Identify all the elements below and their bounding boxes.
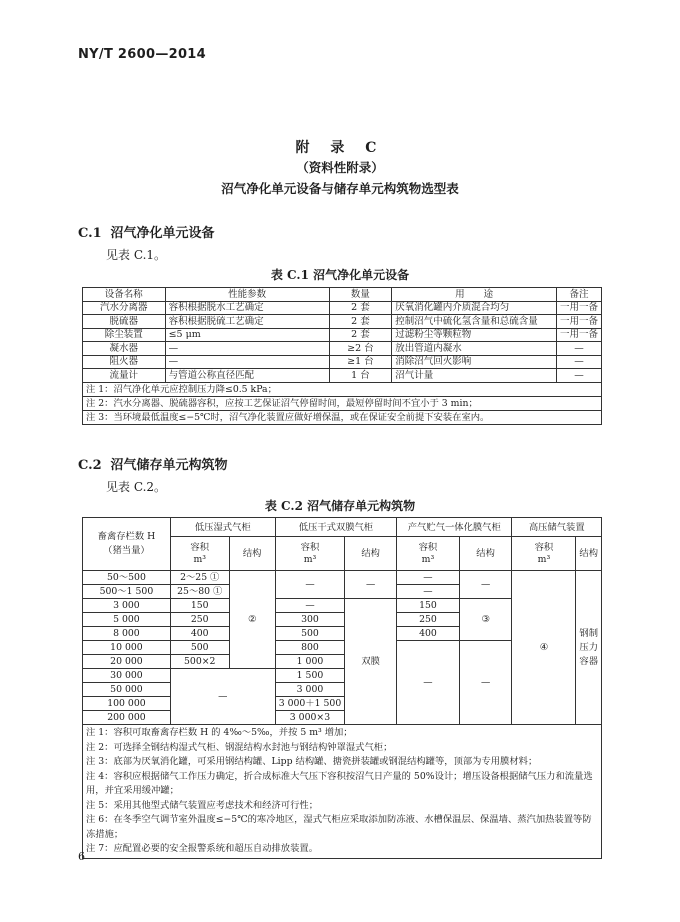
table-row bbox=[83, 315, 602, 329]
note-text: 注 6：在冬季空气调节室外温度≤−5℃的寒冷地区，湿式气柜应采取添加防冻液、水槽保温层、保温墙、蒸汽加热装置等防冻措施； bbox=[86, 814, 592, 840]
section-c1-heading bbox=[78, 222, 215, 241]
volume-label: 容积 bbox=[418, 541, 438, 553]
table-row bbox=[83, 301, 602, 315]
table-cell: — bbox=[556, 355, 601, 369]
dry-volume-cell: 3 000 bbox=[275, 683, 345, 697]
dry-volume-cell: 800 bbox=[275, 641, 345, 655]
table-cell: 2 套 bbox=[329, 315, 392, 329]
hp-volume-cell: ④ bbox=[512, 571, 576, 725]
table-c2-structure-header: 结构 bbox=[229, 537, 275, 571]
table-cell: ≥1 台 bbox=[329, 355, 392, 369]
table-c2-structure-header: 结构 bbox=[576, 537, 602, 571]
table-cell: 2 套 bbox=[329, 301, 392, 315]
table-c1-note bbox=[83, 382, 602, 396]
dry-volume-cell: 3 000＋1 500 bbox=[275, 697, 345, 711]
wet-volume-cell: 500 bbox=[170, 641, 229, 655]
integ-structure-cell: — bbox=[459, 641, 512, 725]
dry-volume-cell: 500 bbox=[275, 627, 345, 641]
table-cell: 一用一备 bbox=[556, 301, 601, 315]
integ-volume-cell: 150 bbox=[397, 599, 460, 613]
scale-cell: 50 000 bbox=[83, 683, 171, 697]
table-row bbox=[83, 369, 602, 383]
table-cell: 消除沼气回火影响 bbox=[392, 355, 557, 369]
wet-structure-cell: ② bbox=[229, 571, 275, 669]
table-c1-caption: 表 C.1 沼气净化单元设备 bbox=[270, 268, 410, 282]
table-cell: 凝水器 bbox=[83, 342, 166, 356]
table-c2-volume-header bbox=[397, 537, 460, 571]
dry-volume-cell: — bbox=[275, 571, 345, 599]
wet-volume-cell: 500×2 bbox=[170, 655, 229, 669]
table-cell: — bbox=[556, 369, 601, 383]
table-c2-structure-header: 结构 bbox=[345, 537, 397, 571]
wet-volume-cell: 2～25 ① bbox=[170, 571, 229, 585]
table-cell: 2 套 bbox=[329, 328, 392, 342]
note-text: 注 5：采用其他型式储气装置应考虑技术和经济可行性； bbox=[86, 799, 318, 811]
table-cell: — bbox=[165, 355, 329, 369]
appendix-subtitle: （资料性附录） bbox=[296, 160, 384, 175]
table-c2-group-row bbox=[83, 518, 602, 537]
table-cell: 流量计 bbox=[83, 369, 166, 383]
table-c2-group-header: 产气贮气一体化膜气柜 bbox=[397, 518, 512, 537]
note-text: 注 3：当环境最低温度≤−5℃时，沼气净化装置应做好增保温，或在保证安全前提下安装在室内。 bbox=[83, 410, 602, 424]
scale-cell: 5 000 bbox=[83, 613, 171, 627]
volume-unit: m³ bbox=[303, 553, 317, 565]
note-text: 注 2：可选择全钢结构湿式气柜、钢混结构水封池与钢结构钟罩湿式气柜； bbox=[86, 741, 393, 753]
scale-cell: 200 000 bbox=[83, 711, 171, 725]
table-c2-volume-header bbox=[275, 537, 345, 571]
table-c2-group-header: 低压干式双膜气柜 bbox=[275, 518, 396, 537]
hp-structure-cell: 钢制 压力 容器 bbox=[576, 571, 602, 725]
section-c1-number: C.1 bbox=[78, 226, 102, 241]
integ-volume-cell: 250 bbox=[397, 613, 460, 627]
table-c1 bbox=[82, 287, 602, 425]
table-c2-structure-header: 结构 bbox=[459, 537, 512, 571]
note-text: 注 1：沼气净化单元应控制压力降≤0.5 kPa； bbox=[83, 382, 602, 396]
integ-volume-cell: — bbox=[397, 571, 460, 585]
scale-cell: 8 000 bbox=[83, 627, 171, 641]
section-c2-number: C.2 bbox=[78, 458, 102, 473]
appendix-name: 沼气净化单元设备与储存单元构筑物选型表 bbox=[221, 181, 459, 196]
table-cell: 容积根据脱水工艺确定 bbox=[165, 301, 329, 315]
table-c2-group-header: 高压储气装置 bbox=[512, 518, 602, 537]
table-cell: 控制沼气中硫化氢含量和总硫含量 bbox=[392, 315, 557, 329]
table-cell: 1 台 bbox=[329, 369, 392, 383]
table-cell: 一用一备 bbox=[556, 315, 601, 329]
note-text: 注 1：容积可取畜禽存栏数 H 的 4‰～5‰，并按 5 m³ 增加； bbox=[86, 727, 353, 738]
table-c1-note bbox=[83, 396, 602, 410]
volume-label: 容积 bbox=[534, 541, 554, 553]
dry-structure-cell: — bbox=[345, 571, 397, 599]
scale-cell: 3 000 bbox=[83, 599, 171, 613]
table-c2-scale-header: 畜禽存栏数 H （猪当量） bbox=[83, 518, 171, 571]
table-cell: — bbox=[165, 342, 329, 356]
table-c2-caption: 表 C.2 沼气储存单元构筑物 bbox=[264, 499, 416, 513]
scale-cell: 50～500 bbox=[83, 571, 171, 585]
scale-cell: 100 000 bbox=[83, 697, 171, 711]
integ-volume-cell: — bbox=[397, 585, 460, 599]
table-cell: 沼气计量 bbox=[392, 369, 557, 383]
table-cell: 容积根据脱硫工艺确定 bbox=[165, 315, 329, 329]
wet-volume-cell: 150 bbox=[170, 599, 229, 613]
section-c2-title: 沼气储存单元构筑物 bbox=[110, 458, 228, 473]
note-text: 注 4：容积应根据储气工作压力确定，折合成标准大气压下容积按沼气日产量的 50%设计；增压设备根据储气压力和流量选用，并宜采用缓冲罐； bbox=[86, 770, 593, 796]
table-cell: — bbox=[556, 342, 601, 356]
scale-cell: 30 000 bbox=[83, 669, 171, 683]
wet-volume-cell: 25～80 ① bbox=[170, 585, 229, 599]
table-c2-group-header: 低压湿式气柜 bbox=[170, 518, 275, 537]
table-c2-notes-row bbox=[83, 725, 602, 859]
table-cell: 除尘装置 bbox=[83, 328, 166, 342]
dry-volume-cell: 1 500 bbox=[275, 669, 345, 683]
integ-structure-cell: ③ bbox=[459, 599, 512, 641]
integ-structure-cell: — bbox=[459, 571, 512, 599]
table-c1-note bbox=[83, 410, 602, 424]
section-c1-title: 沼气净化单元设备 bbox=[110, 226, 215, 241]
note-text: 注 7：应配置必要的安全报警系统和超压自动排放装置。 bbox=[86, 843, 318, 854]
table-row bbox=[83, 355, 602, 369]
table-c1-header: 设备名称 bbox=[83, 288, 166, 302]
table-c2-notes bbox=[83, 725, 602, 859]
dry-structure-cell: 双膜 bbox=[345, 599, 397, 725]
note-text: 注 2：汽水分离器、脱硫器容积，应按工艺保证沼气停留时间，最短停留时间不宜小于 3 min； bbox=[83, 396, 602, 410]
volume-unit: m³ bbox=[537, 553, 551, 565]
volume-label: 容积 bbox=[300, 541, 320, 553]
table-c1-header: 数量 bbox=[329, 288, 392, 302]
wet-empty-cell: — bbox=[170, 669, 275, 725]
page-number: 6 bbox=[78, 850, 85, 863]
volume-unit: m³ bbox=[421, 553, 435, 565]
table-c1-header: 备注 bbox=[556, 288, 601, 302]
dry-volume-cell: 3 000×3 bbox=[275, 711, 345, 725]
section-c1-text: 见表 C.1。 bbox=[106, 248, 167, 262]
table-cell: 一用一备 bbox=[556, 328, 601, 342]
dry-volume-cell: — bbox=[275, 599, 345, 613]
table-cell: 脱硫器 bbox=[83, 315, 166, 329]
section-c2-heading bbox=[78, 454, 228, 473]
table-cell: ≤5 μm bbox=[165, 328, 329, 342]
dry-volume-cell: 1 000 bbox=[275, 655, 345, 669]
scale-cell: 10 000 bbox=[83, 641, 171, 655]
table-c2-volume-header bbox=[512, 537, 576, 571]
table-c1-header-row bbox=[83, 288, 602, 302]
volume-unit: m³ bbox=[193, 553, 206, 565]
table-cell: ≥2 台 bbox=[329, 342, 392, 356]
table-row bbox=[83, 571, 602, 585]
dry-volume-cell: 300 bbox=[275, 613, 345, 627]
table-c1-header: 用 途 bbox=[392, 288, 557, 302]
table-row bbox=[83, 328, 602, 342]
note-text: 注 3：底部为厌氧消化罐，可采用钢结构罐、Lipp 结构罐、搪瓷拼装罐或钢混结构罐等，顶部为专用膜材料； bbox=[86, 756, 538, 767]
table-row bbox=[83, 342, 602, 356]
standard-header: NY/T 2600—2014 bbox=[78, 47, 206, 62]
table-c2-volume-header bbox=[170, 537, 229, 571]
table-cell: 汽水分离器 bbox=[83, 301, 166, 315]
scale-cell: 20 000 bbox=[83, 655, 171, 669]
section-c2-text: 见表 C.2。 bbox=[106, 480, 167, 494]
appendix-title: 附 录 C bbox=[295, 140, 385, 156]
table-cell: 厌氧消化罐内介质混合均匀 bbox=[392, 301, 557, 315]
volume-label: 容积 bbox=[190, 541, 210, 553]
table-c1-header: 性能参数 bbox=[165, 288, 329, 302]
table-cell: 与管道公称直径匹配 bbox=[165, 369, 329, 383]
table-cell: 阻火器 bbox=[83, 355, 166, 369]
table-cell: 过滤粉尘等颗粒物 bbox=[392, 328, 557, 342]
table-cell: 放出管道内凝水 bbox=[392, 342, 557, 356]
scale-cell: 500～1 500 bbox=[83, 585, 171, 599]
wet-volume-cell: 250 bbox=[170, 613, 229, 627]
integ-volume-cell: — bbox=[397, 641, 460, 725]
integ-volume-cell: 400 bbox=[397, 627, 460, 641]
wet-volume-cell: 400 bbox=[170, 627, 229, 641]
table-c2 bbox=[82, 517, 602, 859]
